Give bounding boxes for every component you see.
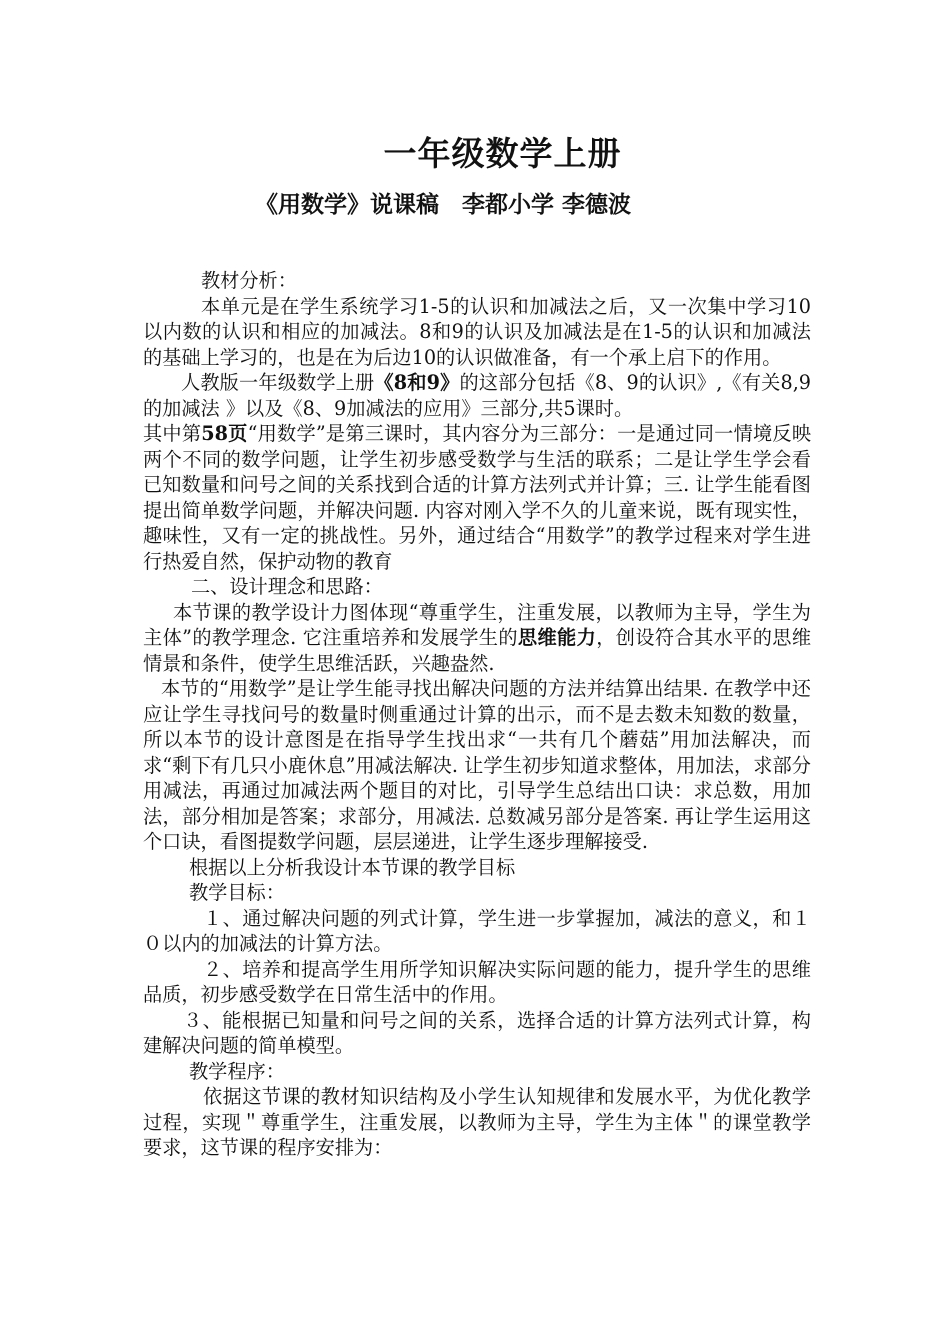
paragraph-textbook-content (143, 370, 811, 421)
section-heading-procedure: 教学程序： (189, 1059, 285, 1083)
document-title: 一年级数学上册 (383, 134, 622, 173)
paragraph-material-analysis: 本单元是在学生系统学习1-5的认识和加减法之后，又一次集中学习10以内数的认识和相应的加减法。8和9的认识及加减法是在1-5的认识和加减法的基础上学习的，也是在为后边10的认识做准备，有一个承上启下的作用。 (143, 294, 811, 369)
text-run: 人教版一年级数学上册 (181, 371, 375, 394)
paragraph-design-concept (143, 600, 811, 677)
goal-item-3: ３、能根据已知量和问号之间的关系，选择合适的计算方法列式计算，构建解决问题的简单模型。 (143, 1008, 811, 1057)
bold-text-run: 58页 (201, 422, 248, 445)
text-run: ，创设符合其水平的思维情景和条件，使学生思维活跃，兴趣盎然. (143, 626, 812, 675)
paragraph-procedure: 依据这节课的教材知识结构及小学生认知规律和发展水平，为优化教学过程，实现＂尊重学生，注重发展，以教师为主导，学生为主体＂的课堂教学要求，这节课的程序安排为： (143, 1085, 811, 1159)
paragraph-lesson-content (143, 421, 811, 574)
section-heading-design: 二、设计理念和思路： (191, 575, 383, 598)
goal-item-1: １、通过解决问题的列式计算，学生进一步掌握加，减法的意义，和１０以内的加减法的计算方法。 (143, 906, 811, 955)
text-run: “用数学”是第三课时，其内容分为三部分：一是通过同一情境反映两个不同的数学问题，让学生初步感受数学与生活的联系；二是让学生学会看已知数量和问号之间的关系找到合适的计算方法列式并计算；三. 让学生能看图提出简单数学问题，并解决问题. 内容对刚入学不久的儿童来说，既有现实性，趣味性，又有一定的挑战性。另外，通过结合“用数学”的教学过程来对学生进行热爱自然，保护动物的教育 (143, 422, 812, 573)
section-heading-material: 教材分析： (201, 269, 297, 292)
bold-text-run: 《8和9》 (374, 371, 460, 394)
document-body (143, 268, 811, 1161)
text-run: 本节课的教学设计力图体现“尊重学生，注重发展，以教师为主导，学生为主体”的教学理念. 它注重培养和发展学生的 (143, 600, 811, 649)
section-heading-goals: 教学目标： (189, 881, 285, 904)
bold-text-run: 思维能力 (517, 626, 597, 649)
paragraph-design-approach: 本节的“用数学”是让学生能寻找出解决问题的方法并结算出结果. 在教学中还应让学生寻找问号的数量时侧重通过计算的出示，而不是去数未知数的数量，所以本节的设计意图是在指导学生找出求“一共有几个蘑菇”用加法解决，而求“剩下有几只小鹿休息”用减法解决. 让学生初步知道求整体，用加法，求部分用减法，再通过加减法两个题目的对比，引导学生总结出口诀：求总数，用加法，部分相加是答案；求部分，用减法. 总数减另部分是答案. 再让学生运用这个口诀，看图提数学问题，层层递进，让学生逐步理解接受. (143, 677, 811, 853)
paragraph-goal-intro: 根据以上分析我设计本节课的教学目标 (189, 855, 516, 879)
document-subtitle: 《用数学》说课稿 李都小学 李德波 (255, 191, 632, 218)
goal-item-2: ２、培养和提高学生用所学知识解决实际问题的能力，提升学生的思维品质，初步感受数学在日常生活中的作用。 (143, 957, 811, 1006)
text-run: 的这部分包括《8、9的认识》,《有关8,9的加减法 》以及《8、9加减法的应用》三部分,共5课时。 (143, 371, 812, 420)
text-run: 其中第 (143, 422, 202, 445)
